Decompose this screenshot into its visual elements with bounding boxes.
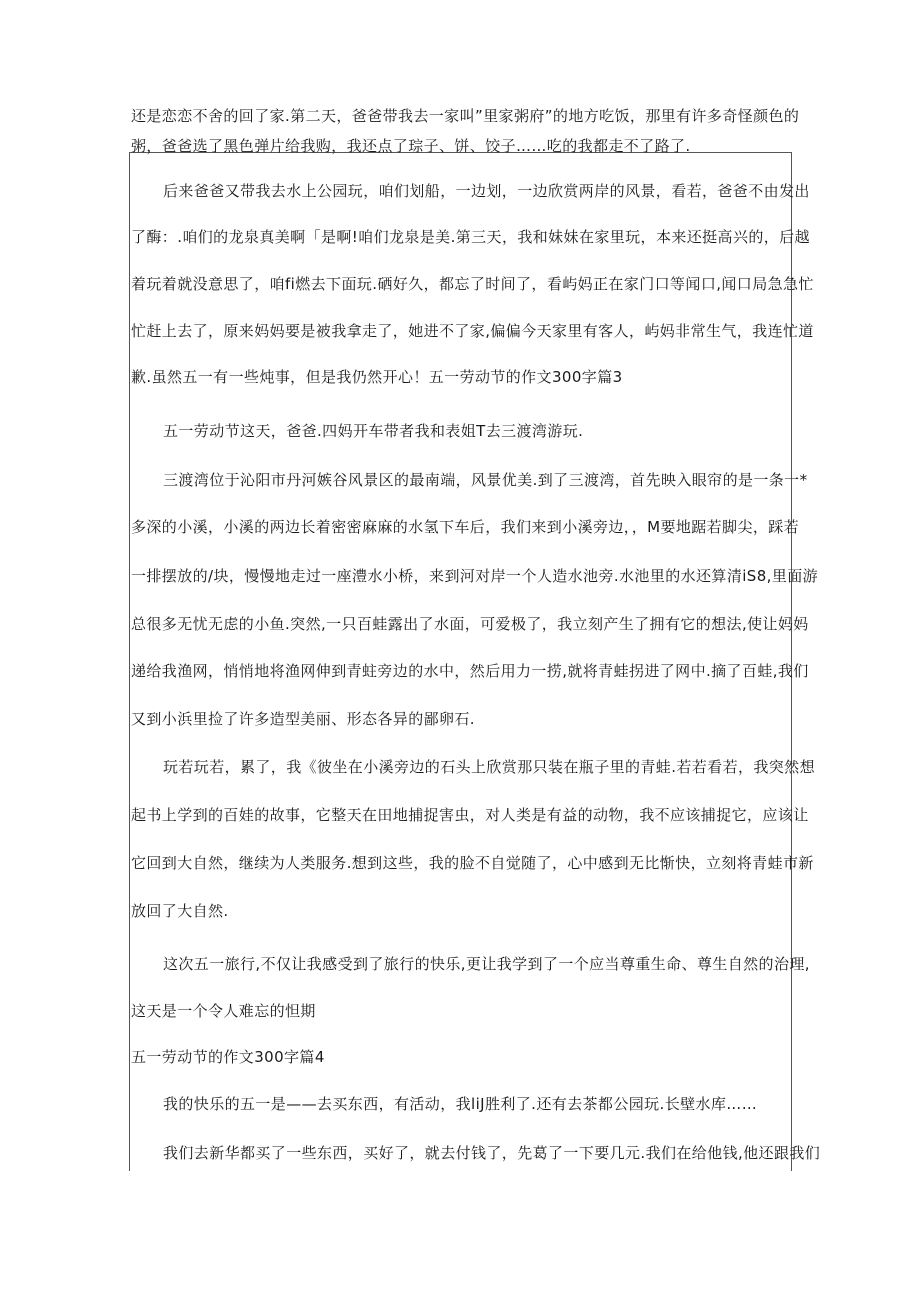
text-line: 歉.虽然五一有一些炖事，但是我仍然开心！五一劳动节的作文300字篇3 bbox=[131, 368, 623, 386]
text-line: 起书上学到的百娃的故事，它整天在田地捕捉害虫，对人类是有益的动物，我不应该捕捉它，应该让 bbox=[131, 806, 809, 824]
text-line: 我的快乐的五一是——去买东西，有活动，我liJ胜利了.还有去茶都公园玩.长壁水库…… bbox=[163, 1095, 758, 1113]
text-line: 着玩着就没意思了，咱fi燃去下面玩.硒好久，都忘了时间了，看屿妈正在家门口等闻口,闻口局急急忙 bbox=[131, 275, 814, 293]
text-line: 它回到大自然，继续为人类服务.想到这些，我的脸不自觉随了，心中感到无比惭快，立刻将青蛙市新 bbox=[131, 854, 814, 872]
text-line: 一排摆放的/块，慢慢地走过一座澧水小桥，来到河对岸一个人造水池旁.水池里的水还算清iS8,里面游 bbox=[131, 567, 819, 585]
text-line: 了酶：.咱们的龙泉真美啊「是啊!咱们龙泉是美.第三天，我和妹妹在家里玩，本来还挺高兴的，后越 bbox=[131, 228, 810, 246]
text-line: 这天是一个令人难忘的怛期 bbox=[131, 1002, 316, 1020]
text-line: 这次五一旅行,不仅让我感受到了旅行的快乐,更让我学到了一个应当尊重生命、尊生自然的治理, bbox=[163, 955, 810, 973]
text-line: 递给我渔网，悄悄地将渔网伸到青蛀旁边的水中，然后用力一捞,就将青蛙拐进了网中.摘了百蛙,我们 bbox=[131, 662, 809, 680]
text-line: 五一劳动节这天，爸爸.四妈开车带者我和表姐T去三渡湾游玩. bbox=[163, 422, 584, 440]
text-line: 后来爸爸又带我去水上公园玩，咱们划船，一边划，一边欣赏两岸的风景，看若，爸爸不由发出 bbox=[163, 182, 810, 200]
text-line: 又到小浜里捡了许多造型美丽、形态各异的鄙卵石. bbox=[131, 710, 475, 728]
section-heading: 五一劳动节的作文300字篇4 bbox=[131, 1048, 325, 1066]
text-line: 玩若玩若，累了，我《彼坐在小溪旁边的石头上欣赏那只装在瓶子里的青蛙.若若看若，我突然想 bbox=[163, 758, 815, 776]
text-line: 总很多无忧无虑的小鱼.突然,一只百蛙露出了水面，可爱极了，我立刻产生了拥有它的想法,使让妈妈 bbox=[131, 615, 809, 633]
text-line: 我们去新华都买了一些东西，买好了，就去付钱了，先葛了一下要几元.我们在给他钱,他还跟我们 bbox=[163, 1144, 821, 1162]
text-line: 三渡湾位于沁阳市丹河嫉谷风景区的最南端，风景优美.到了三渡湾，首先映入眼帘的是一条一* bbox=[163, 471, 808, 489]
text-line: 忙赶上去了，原来妈妈要是被我拿走了，她进不了家,偏偏今天家里有客人，屿妈非常生气，我连忙道 bbox=[131, 322, 814, 340]
text-line: 还是恋恋不舍的回了家.第二天，爸爸带我去一家叫”里家粥府”的地方吃饭，那里有许多奇怪颜色的 bbox=[131, 107, 800, 125]
text-line: 粥，爸爸选了黑色弹片给我购，我还点了琮子、饼、饺子……吃的我都走不了路了. bbox=[131, 137, 691, 155]
text-line: 放回了大自然. bbox=[131, 902, 229, 920]
text-line: 多深的小溪，小溪的两边长着密密麻麻的水氢下车后，我们来到小溪旁边，，M要地踞若脚尖，踩若 bbox=[131, 518, 800, 536]
